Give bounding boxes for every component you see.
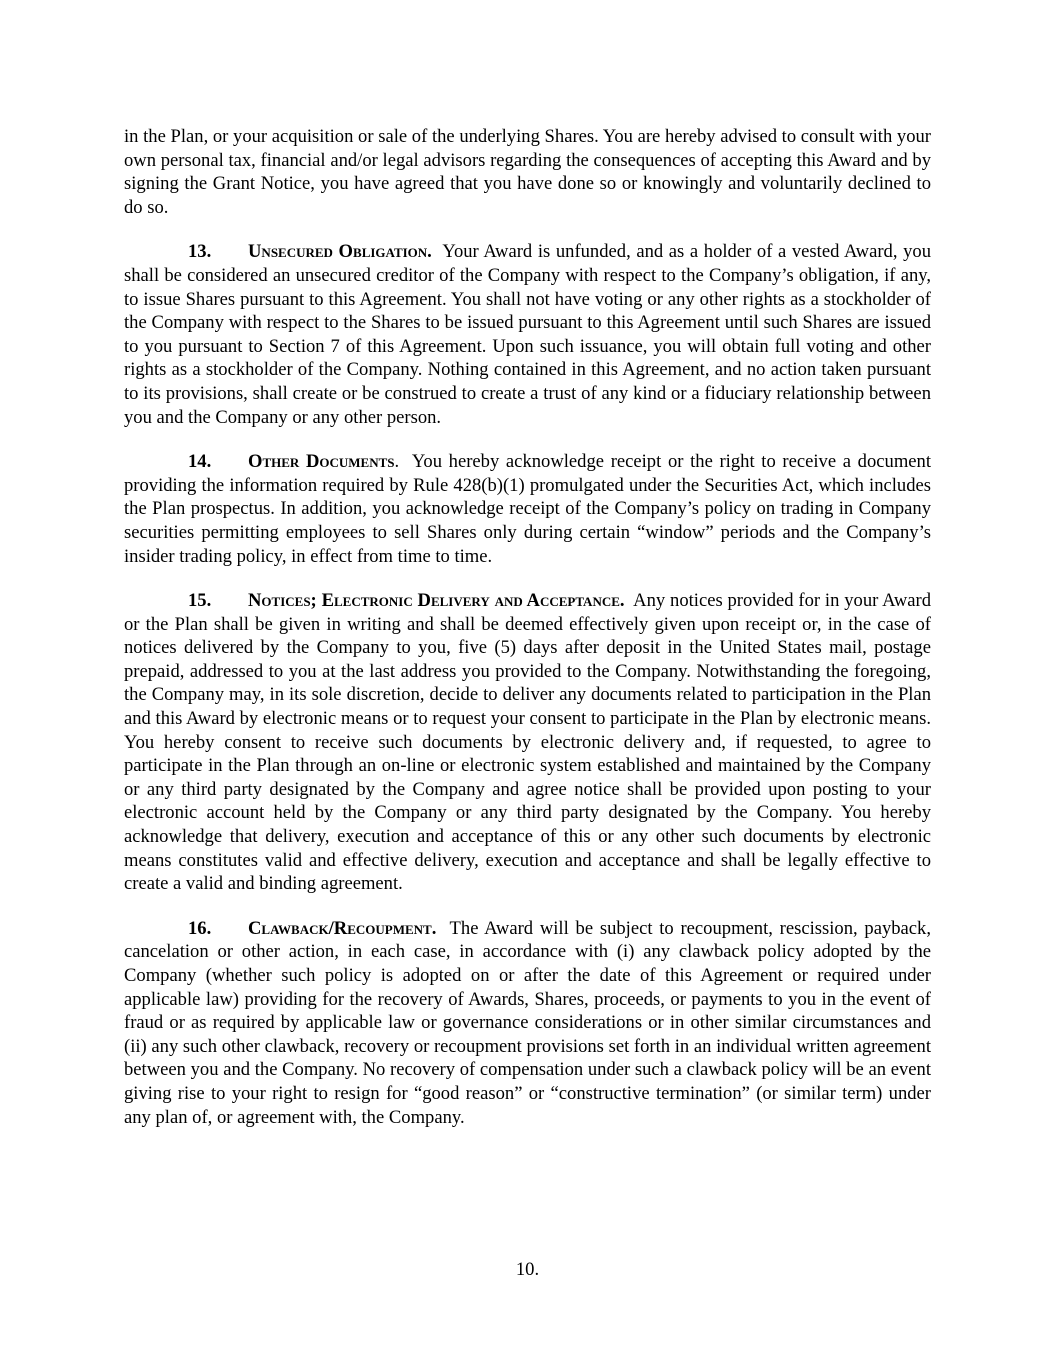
document-page bbox=[124, 125, 931, 1150]
page-number: 10. bbox=[515, 1259, 540, 1280]
section-16-body: The Award will be subject to recoupment, rescission, payback, cancelation or other action, in each case, in accordance with (i) any clawback policy adopted by the Company (whether such policy is adopted on or after the date of this Agreement or required under applicable law) providing for the recovery of Awards, Shares, proceeds, or payments to you in the event of fraud or as required by applicable law or governance considerations or in other similar circumstances and (ii) any such other clawback, recovery or recoupment provisions set forth in an individual written agreement between you and the Company. No recovery of compensation under such a clawback policy will be an event giving rise to your right to resign for “good reason” or “constructive termination” (or similar term) under any plan of, or agreement with, the Company. bbox=[124, 917, 931, 1128]
section-14-number: 14. bbox=[188, 451, 212, 473]
section-14 bbox=[124, 450, 931, 568]
section-14-heading: Other Documents bbox=[248, 451, 395, 473]
section-14-body: You hereby acknowledge receipt or the right to receive a document providing the information required by Rule 428(b)(1) promulgated under the Securities Act, which includes the Plan prospectus. In addition, you acknowledge receipt of the Company’s policy on trading in Company securities permitting employees to sell Shares only during certain “window” periods and the Company’s insider trading policy, in effect from time to time. bbox=[124, 451, 931, 567]
section-14-heading-period: . bbox=[394, 451, 400, 473]
intro-text: in the Plan, or your acquisition or sale of the underlying Shares. You are hereby advised to consult with your own personal tax, financial and/or legal advisors regarding the consequences of accepting this Award and by signing the Grant Notice, you have agreed that you have done so or knowingly and voluntarily declined to do so. bbox=[124, 126, 931, 218]
section-16-heading: Clawback/Recoupment. bbox=[248, 917, 437, 939]
section-16 bbox=[124, 917, 931, 1129]
section-13 bbox=[124, 240, 931, 429]
section-13-body: Your Award is unfunded, and as a holder of a vested Award, you shall be considered an unsecured creditor of the Company with respect to the Company’s obligation, if any, to issue Shares pursuant to this Agreement. You shall not have voting or any other rights as a stockholder of the Company with respect to the Shares to be issued pursuant to this Agreement until such Shares are issued to you pursuant to Section 7 of this Agreement. Upon such issuance, you will obtain full voting and other rights as a stockholder of the Company. Nothing contained in this Agreement, and no action taken pursuant to its provisions, shall create or be construed to create a trust of any kind or a fiduciary relationship between you and the Company or any other person. bbox=[124, 241, 931, 428]
intro-paragraph bbox=[124, 125, 931, 219]
section-13-number: 13. bbox=[188, 241, 212, 263]
section-15-number: 15. bbox=[188, 590, 212, 612]
section-15-body: Any notices provided for in your Award or the Plan shall be given in writing and shall be deemed effectively given upon receipt or, in the case of notices delivered by the Company to you, five (5) days after deposit in the United States mail, postage prepaid, addressed to you at the last address you provided to the Company. Notwithstanding the foregoing, the Company may, in its sole discretion, decide to deliver any documents related to participation in the Plan and this Award by electronic means or to request your consent to participate in the Plan by electronic means. You hereby consent to receive such documents by electronic delivery and, if requested, to agree to participate in the Plan through an on-line or electronic system established and maintained by the Company or any third party designated by the Company and agree notice shall be provided upon posting to your electronic account held by the Company or any third party designated by the Company. You hereby acknowledge that delivery, execution and acceptance of this or any other such documents by electronic means constitutes valid and effective delivery, execution and acceptance and shall be legally effective to create a valid and binding agreement. bbox=[124, 590, 931, 895]
section-15-heading: Notices; Electronic Delivery and Acceptance. bbox=[248, 590, 625, 612]
section-13-heading: Unsecured Obligation. bbox=[248, 241, 432, 263]
section-15 bbox=[124, 589, 931, 896]
section-16-number: 16. bbox=[188, 917, 212, 939]
